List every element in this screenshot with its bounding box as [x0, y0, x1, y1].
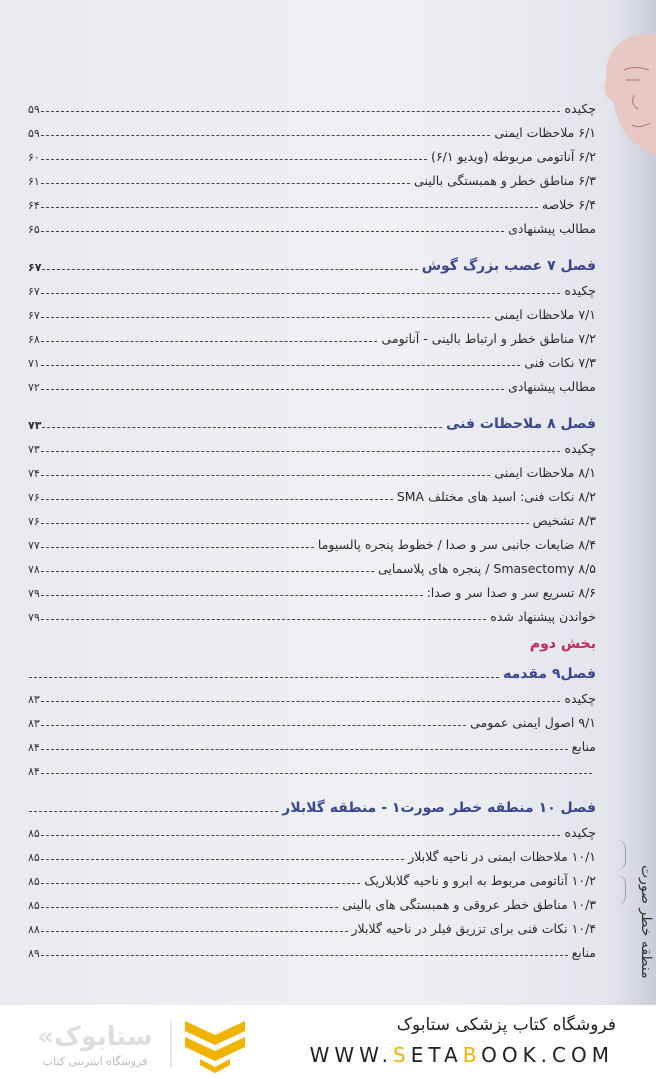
entry-title: چکیده [564, 825, 596, 840]
page-number: ۸۸ [28, 923, 40, 936]
entry-title: ۱۰/۳ مناطق خطر عروقی و همبستگی های بالینی [342, 897, 596, 912]
toc-entry[interactable] [28, 840, 596, 864]
dot-leader [41, 595, 423, 596]
dot-leader [41, 159, 427, 160]
entry-title: ۱۰/۱ ملاحظات ایمنی در ناحیه گلابلار [408, 849, 596, 864]
page-number: ۷۹ [28, 611, 40, 624]
page-number: ۸۳ [28, 717, 40, 730]
store-url[interactable]: WWW.SETABOOK.COM [309, 1043, 614, 1067]
dot-leader [41, 907, 339, 908]
entry-title: ۶/۲ آناتومی مربوطه (ویدیو ۶/۱) [431, 149, 596, 164]
dot-leader [41, 523, 529, 524]
setabook-logo [25, 1013, 250, 1073]
dot-leader [42, 427, 442, 428]
toc-entry[interactable] [28, 706, 596, 730]
toc-entry[interactable] [28, 912, 596, 936]
dot-leader [41, 931, 348, 932]
entry-title: فصل ۷ عصب بزرگ گوش [421, 258, 596, 274]
part-heading: بخش دوم [529, 636, 596, 652]
entry-title: ۷/۲ مناطق خطر و ارتباط بالینی - آناتومی [381, 331, 596, 346]
toc-entry[interactable] [28, 322, 596, 346]
page-number: ۵۹ [28, 103, 40, 116]
page-number: ۶۷ [28, 261, 42, 274]
chapter-heading[interactable] [28, 656, 596, 682]
toc-entry[interactable] [28, 370, 596, 394]
page-number: ۸۵ [28, 899, 40, 912]
entry-title: چکیده [564, 283, 596, 298]
entry-title: مطالب پیشنهادی [508, 379, 596, 394]
toc-entry[interactable] [28, 92, 596, 116]
entry-title: فصل ۸ ملاحظات فنی [445, 416, 596, 432]
toc-entry[interactable] [28, 274, 596, 298]
toc-entry[interactable] [28, 432, 596, 456]
page-number: ۸۵ [28, 827, 40, 840]
toc-entry[interactable] [28, 188, 596, 212]
entry-title: ۹/۱ اصول ایمنی عمومی [470, 715, 596, 730]
dot-leader [41, 859, 404, 860]
entry-title: ۸/۱ ملاحظات ایمنی [494, 465, 596, 480]
dot-leader [41, 293, 561, 294]
toc-entry[interactable] [28, 552, 596, 576]
dot-leader [41, 317, 491, 318]
dot-leader [41, 365, 520, 366]
page-number: ۷۴ [28, 467, 40, 480]
page-number: ۷۳ [28, 443, 40, 456]
toc-entry[interactable] [28, 528, 596, 552]
page-number: ۵۹ [28, 127, 40, 140]
toc-section [28, 636, 596, 778]
dot-leader [41, 183, 410, 184]
entry-title: ۱۰/۴ نکات فنی برای تزریق فیلر در ناحیه گلابلار [351, 921, 596, 936]
dot-leader [41, 111, 561, 112]
dot-leader [41, 955, 568, 956]
page-number: ۷۲ [28, 381, 40, 394]
dot-leader [41, 475, 491, 476]
entry-title: ۶/۱ ملاحظات ایمنی [494, 125, 596, 140]
chapter-heading[interactable] [28, 406, 596, 432]
page-number: ۸۳ [28, 693, 40, 706]
dot-leader [41, 619, 486, 620]
entry-title: ۸/۳ تشخیص [532, 513, 596, 528]
entry-title: ۸/۲ نکات فنی: اسید های مختلف SMA [396, 489, 596, 504]
dot-leader [41, 135, 491, 136]
dot-leader [41, 451, 561, 452]
toc-entry[interactable] [28, 480, 596, 504]
page-number: ۷۹ [28, 587, 40, 600]
dot-leader [41, 701, 561, 702]
dot-leader [41, 499, 393, 500]
entry-title: ۱۰/۲ آناتومی مربوط به ابرو و ناحیه گلابلاریک [364, 873, 596, 888]
page-number: ۶۴ [28, 199, 40, 212]
page-number: ۸۵ [28, 875, 40, 888]
entry-title: مطالب پیشنهادی [508, 221, 596, 236]
toc-entry[interactable] [28, 116, 596, 140]
side-chapter-tab: منطقه خطر صورت [638, 865, 654, 979]
dot-leader [29, 811, 278, 812]
toc-section [28, 92, 596, 236]
entry-title: منابع [571, 945, 596, 960]
page-number: ۸۴ [28, 765, 40, 778]
toc-entry[interactable] [28, 504, 596, 528]
page-number: ۸۴ [28, 741, 40, 754]
toc-entry[interactable] [28, 754, 596, 778]
table-of-contents [28, 92, 596, 972]
chapter-heading[interactable] [28, 248, 596, 274]
store-name: فروشگاه کتاب پزشکی ستابوک [396, 1015, 616, 1035]
entry-title: فصل ۱۰ منطقه خطر صورت۱ - منطقه گلابلار [282, 800, 596, 816]
page-number: ۸۹ [28, 947, 40, 960]
toc-entry[interactable] [28, 298, 596, 322]
dot-leader [41, 773, 592, 774]
toc-entry[interactable] [28, 600, 596, 624]
dot-leader [41, 341, 378, 342]
entry-title: ۷/۳ نکات فنی [524, 355, 596, 370]
entry-title: ۶/۴ خلاصه [541, 197, 596, 212]
svg-text:فروشگاه اینترنتی کتاب: فروشگاه اینترنتی کتاب [42, 1055, 148, 1068]
svg-text:«ستابوک: «ستابوک [37, 1022, 153, 1052]
page-number: ۶۵ [28, 223, 40, 236]
entry-title: فصل۹ مقدمه [503, 666, 596, 682]
toc-entry[interactable] [28, 576, 596, 600]
dot-leader [41, 389, 504, 390]
page-number: ۶۸ [28, 333, 40, 346]
toc-entry[interactable] [28, 730, 596, 754]
dot-leader [42, 269, 417, 270]
toc-entry[interactable] [28, 816, 596, 840]
page-number: ۷۱ [28, 357, 40, 370]
entry-title: ۸/۶ تسریع سر و صدا سر و صدا: [426, 585, 596, 600]
page-number: ۷۶ [28, 515, 40, 528]
page-number: ۷۳ [28, 419, 42, 432]
toc-section [28, 248, 596, 394]
dot-leader [41, 231, 504, 232]
entry-title: ۷/۱ ملاحظات ایمنی [494, 307, 596, 322]
toc-entry[interactable] [28, 936, 596, 960]
dot-leader [41, 725, 466, 726]
chapter-heading[interactable] [28, 790, 596, 816]
page-number: ۸۵ [28, 851, 40, 864]
toc-section [28, 406, 596, 624]
page-number: ۷۷ [28, 539, 40, 552]
page-number: ۷۸ [28, 563, 40, 576]
toc-entry[interactable] [28, 212, 596, 236]
dot-leader [41, 749, 568, 750]
toc-entry[interactable] [28, 456, 596, 480]
toc-entry[interactable] [28, 682, 596, 706]
toc-entry[interactable] [28, 346, 596, 370]
margin-bracket [617, 840, 626, 870]
store-footer [0, 1005, 656, 1079]
toc-entry[interactable] [28, 864, 596, 888]
entry-title: منابع [571, 739, 596, 754]
page-number: ۶۷ [28, 309, 40, 322]
entry-title: چکیده [564, 691, 596, 706]
page-number: ۷۶ [28, 491, 40, 504]
toc-entry[interactable] [28, 164, 596, 188]
entry-title: ۸/۴ ضایعات جانبی سر و صدا / خطوط پنجره پالسیوما [317, 537, 596, 552]
dot-leader [29, 677, 499, 678]
dot-leader [41, 883, 360, 884]
entry-title: خواندن پیشنهاد شده [490, 609, 596, 624]
entry-title: چکیده [564, 441, 596, 456]
toc-section [28, 790, 596, 960]
entry-title: ۸/۵ Smasectomy / پنجره های پلاسمایی [377, 561, 596, 576]
dot-leader [41, 835, 561, 836]
page-number: ۶۱ [28, 175, 40, 188]
toc-entry[interactable] [28, 140, 596, 164]
page-number: ۶۰ [28, 151, 40, 164]
dot-leader [41, 547, 314, 548]
entry-title: چکیده [564, 101, 596, 116]
margin-bracket [617, 875, 626, 905]
dot-leader [41, 207, 538, 208]
entry-title: ۶/۳ مناطق خطر و همبستگی بالینی [414, 173, 596, 188]
dot-leader [41, 571, 374, 572]
page-number: ۶۷ [28, 285, 40, 298]
toc-entry[interactable] [28, 888, 596, 912]
